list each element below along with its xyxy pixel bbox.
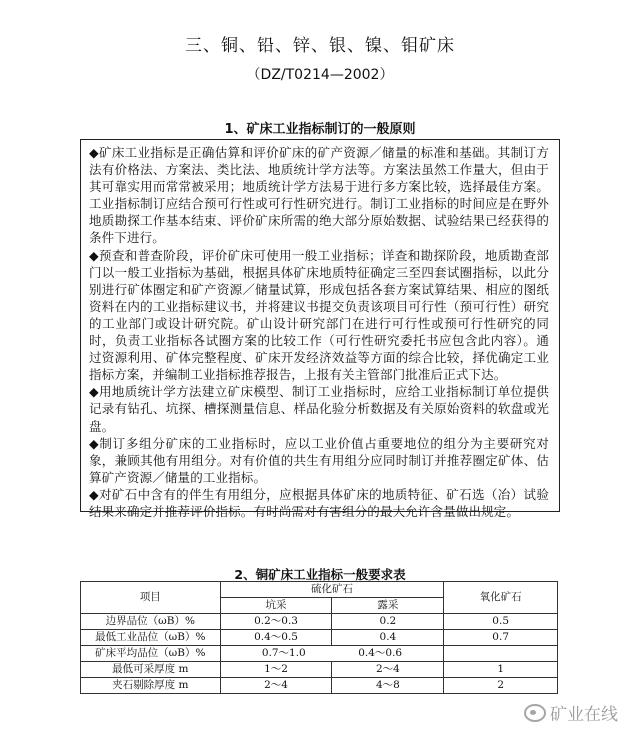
section1-heading: 1、矿床工业指标制订的一般原则 (224, 122, 416, 137)
section2-heading: 2、铜矿床工业指标一般要求表 (234, 567, 406, 582)
cell-pit: 2～4 (220, 678, 332, 694)
cell-open: 0.2 (332, 614, 444, 630)
cell-oxide: 0.5 (444, 614, 558, 630)
table-row (81, 662, 558, 678)
row-label: 最低工业品位（ωB）% (81, 630, 221, 646)
watermark-text: 矿业在线 (550, 705, 618, 725)
table-header-row (81, 582, 558, 598)
cell-open: 0.4 (332, 630, 444, 646)
cell-pit: 1～2 (220, 662, 332, 678)
cell-open: 4～8 (332, 678, 444, 694)
cell-oxide: 2 (444, 678, 558, 694)
standard-code: （DZ/T0214—2002） (246, 67, 394, 83)
principle-paragraph: ◆矿床工业指标是正确估算和评价矿床的矿产资源／储量的标准和基础。其制订方法有价格法、方案法、类比法、地质统计学方法等。方案法虽然工作量大，但由于其可靠实用而常常被采用；地质统计学方法易于进行多方案比较，选择最佳方案。工业指标制订应结合预可行性或可行性研究进行。制订工业指标的时间应是在野外地质勘探工作基本结束、评价矿床所需的绝大部分原始数据、试验结果已经获得的条件下进行。 (89, 145, 549, 246)
cell-merged: 0.7～1.0 0.4～0.6 (220, 646, 444, 662)
row-label: 最低可采厚度 m (81, 662, 221, 678)
cell-oxide: 1 (444, 662, 558, 678)
table-row (81, 614, 558, 630)
cell-pit: 0.2～0.3 (220, 614, 332, 630)
document-title: 三、铜、铅、锌、银、镍、钼矿床 (185, 36, 455, 56)
wechat-logo-icon (524, 704, 546, 722)
principles-box (80, 139, 560, 519)
header-sulfide: 硫化矿石 (220, 582, 444, 598)
cell-oxide (444, 646, 558, 662)
header-pit: 坑采 (220, 598, 332, 614)
principle-paragraph: ◆对矿石中含有的伴生有用组分，应根据具体矿床的地质特征、矿石选（冶）试验结果来确定并推荐评价指标。有时尚需对有害组分的最大允许含量做出规定。 (89, 486, 549, 519)
copper-requirements-table (80, 581, 558, 694)
header-oxide: 氧化矿石 (444, 582, 558, 614)
cell-oxide: 0.7 (444, 630, 558, 646)
table-row (81, 678, 558, 694)
header-item: 项目 (81, 582, 221, 614)
principle-paragraph: ◆预查和普查阶段，评价矿床可使用一般工业指标；详查和勘探阶段，地质勘查部门以一般工业指标为基础，根据具体矿床地质特征确定三至四套试圈指标，以此分别进行矿体圈定和矿产资源／储量试算，形成包括各套方案试算结果、相应的图纸资料在内的工业指标建议书，并将建议书提交负责该项目可行性（预可行性）研究的工业部门或设计研究院。矿山设计研究部门在进行可行性或预可行性研究的同时，负责工业指标各试圈方案的比较工作（可行性研究委托书应包含此内容）。通过资源利用、矿体完整程度、矿床开发经济效益等方面的综合比较，择优确定工业指标方案，并编制工业指标推荐报告，上报有关主管部门批准后正式下达。 (89, 247, 549, 383)
header-open: 露采 (332, 598, 444, 614)
cell-open: 2～4 (332, 662, 444, 678)
watermark (524, 700, 618, 725)
principle-paragraph: ◆用地质统计学方法建立矿床模型、制订工业指标时，应给工业指标制订单位提供记录有钻孔、坑探、槽探测量信息、样品化验分析数据及有关原始资料的软盘或光盘。 (89, 384, 549, 434)
table-row (81, 646, 558, 662)
table-row (81, 630, 558, 646)
row-label: 矿床平均品位（ωB）% (81, 646, 221, 662)
row-label: 夹石剔除厚度 m (81, 678, 221, 694)
row-label: 边界品位（ωB）% (81, 614, 221, 630)
cell-pit: 0.4～0.5 (220, 630, 332, 646)
principle-paragraph: ◆制订多组分矿床的工业指标时，应以工业价值占重要地位的组分为主要研究对象，兼顾其他有用组分。对有价值的共生有用组分应同时制订并推荐圈定矿体、估算矿产资源／储量的工业指标。 (89, 435, 549, 485)
